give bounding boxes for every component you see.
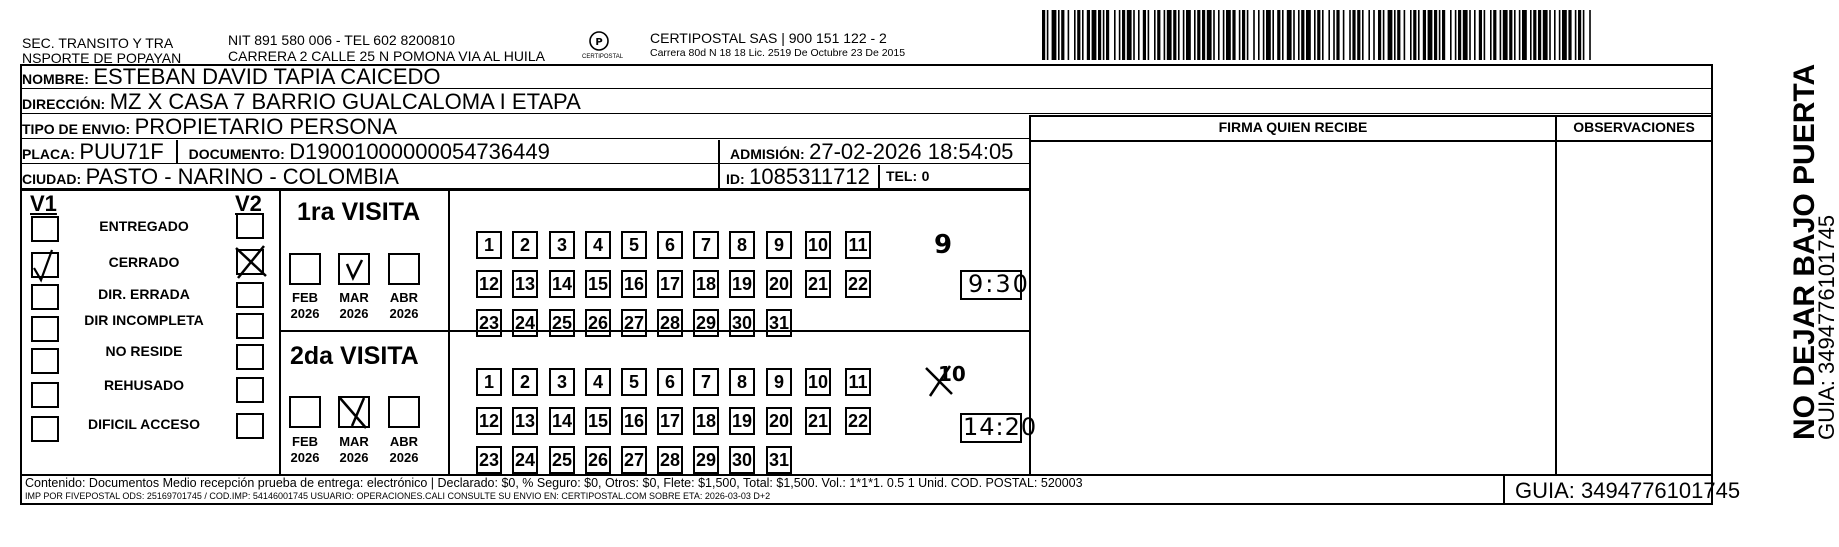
second-visit-day-30[interactable]: 30: [729, 446, 755, 474]
checkbox-v1-entregado[interactable]: [31, 216, 59, 242]
first-visit-day-24[interactable]: 24: [512, 309, 538, 337]
first-visit-day-4[interactable]: 4: [585, 231, 611, 259]
status-dir-incompleta: DIR INCOMPLETA: [84, 312, 204, 328]
status-cerrado: CERRADO: [108, 254, 180, 270]
footer-contenido: Contenido: Documentos Medio recepción prueba de entrega: electrónico | Declarado: $0, % Seguro: $0, Otros: $0, Flete: $1,500, Total: $1,500. Vol.: 1*1*1. 0.5 1 Unid. COD. POSTAL: 520003: [25, 476, 1083, 490]
tel-block: [886, 165, 929, 188]
company-line: CERTIPOSTAL SAS | 900 151 122 - 2: [650, 30, 887, 46]
direccion-value: MZ X CASA 7 BARRIO GUALCALOMA I ETAPA: [109, 89, 581, 114]
first-visit-day-23[interactable]: 23: [476, 309, 502, 337]
checkbox-v1-dir-errada[interactable]: [31, 284, 59, 310]
v1-label: V1: [30, 191, 57, 216]
first-visit-mar-mark-icon: [340, 254, 370, 286]
second-visit-day-19[interactable]: 19: [729, 407, 755, 435]
first-visit-day-26[interactable]: 26: [585, 309, 611, 337]
checkbox-v2-rehusado[interactable]: [236, 377, 264, 403]
direccion-label: DIRECCIÓN:: [22, 96, 106, 112]
status-entregado: ENTREGADO: [99, 218, 189, 234]
first-visit-day-8[interactable]: 8: [729, 231, 755, 259]
admision-block: [730, 140, 1013, 166]
second-visit-feb-checkbox[interactable]: [289, 396, 321, 428]
first-visit-day-12[interactable]: 12: [476, 270, 502, 298]
id-block: [726, 165, 870, 191]
second-visit-day-20[interactable]: 20: [766, 407, 792, 435]
admision-label: ADMISIÓN:: [730, 146, 805, 162]
footer-imp: IMP POR FIVEPOSTAL ODS: 25169701745 / COD.IMP: 54146001745 USUARIO: OPERACIONES.CALI CONSULTE SU ENVIO EN: CERTIPOSTAL.COM SOBRE ETA: 2026-03-03 D+2: [25, 491, 771, 501]
second-visit-month-abr: ABR 2026: [389, 434, 419, 465]
v2-cerrado-cross-icon: [232, 242, 270, 282]
first-visit-abr-checkbox[interactable]: [388, 253, 420, 285]
second-visit-day-6[interactable]: 6: [657, 368, 683, 396]
certipostal-logo-icon: [588, 30, 610, 52]
row-direccion: [22, 90, 1711, 114]
second-visit-mar-cross-icon: [336, 392, 372, 432]
admision-value: 27-02-2026 18:54:05: [809, 139, 1014, 164]
first-visit-day-1[interactable]: 1: [476, 231, 502, 259]
first-visit-month-feb: FEB 2026: [290, 290, 320, 321]
tipo-value: PROPIETARIO PERSONA: [134, 114, 397, 139]
address-line: CARRERA 2 CALLE 25 N POMONA VIA AL HUILA: [228, 48, 545, 64]
second-visit-day-21[interactable]: 21: [805, 407, 831, 435]
side-text-no-dejar: NO DEJAR BAJO PUERTA: [1788, 63, 1821, 440]
first-visit-day-20[interactable]: 20: [766, 270, 792, 298]
second-visit-day-16[interactable]: 16: [621, 407, 647, 435]
first-visit-day-10[interactable]: 10: [805, 231, 831, 259]
first-visit-day-28[interactable]: 28: [657, 309, 683, 337]
first-visit-day-2[interactable]: 2: [512, 231, 538, 259]
second-visit-month-mar: MAR 2026: [339, 434, 369, 465]
second-visit-day-5[interactable]: 5: [621, 368, 647, 396]
checkbox-v2-dir-errada[interactable]: [236, 282, 264, 308]
second-visit-day-28[interactable]: 28: [657, 446, 683, 474]
sender-line-2: NSPORTE DE POPAYAN: [22, 50, 182, 66]
firma-header: FIRMA QUIEN RECIBE: [1218, 119, 1368, 135]
documento-label: DOCUMENTO:: [188, 146, 285, 162]
second-visit-day-15[interactable]: 15: [585, 407, 611, 435]
first-visit-day-29[interactable]: 29: [693, 309, 719, 337]
frame-bottom: [20, 503, 1713, 505]
v2-label: V2: [235, 191, 262, 216]
first-visit-title: 1ra VISITA: [297, 198, 421, 226]
first-visit-day-25[interactable]: 25: [549, 309, 575, 337]
first-visit-month-mar: MAR 2026: [339, 290, 369, 321]
sender-line-1: SEC. TRANSITO Y TRA: [22, 35, 174, 51]
second-visit-day-4[interactable]: 4: [585, 368, 611, 396]
first-visit-time: 9:30: [968, 270, 1030, 298]
license-line: Carrera 80d N 18 18 Lic. 2519 De Octubre 23 De 2015: [650, 47, 906, 59]
second-visit-time: 14:20: [963, 413, 1038, 441]
checkbox-v1-rehusado[interactable]: [31, 382, 59, 408]
ciudad-label: CIUDAD:: [22, 171, 82, 187]
second-visit-day-10[interactable]: 10: [805, 368, 831, 396]
first-visit-day-6[interactable]: 6: [657, 231, 683, 259]
second-visit-day-mark: 10: [938, 362, 966, 386]
tel-value: 0: [921, 168, 930, 184]
checkbox-v2-dir-incompleta[interactable]: [236, 313, 264, 339]
checkbox-v2-dificil-acceso[interactable]: [236, 413, 264, 439]
first-visit-day-19[interactable]: 19: [729, 270, 755, 298]
placa-label: PLACA:: [22, 146, 75, 162]
first-visit-day-18[interactable]: 18: [693, 270, 719, 298]
side-text-guia: GUIA: 3494776101745: [1814, 214, 1839, 440]
signature-top-line: [1031, 115, 1711, 117]
row-nombre: [22, 65, 1711, 89]
first-visit-month-abr: ABR 2026: [389, 290, 419, 321]
observaciones-header: OBSERVACIONES: [1573, 119, 1695, 135]
documento-value: D19001000000054736449: [289, 139, 550, 164]
svg-text:P: P: [595, 37, 603, 48]
checkbox-v2-entregado[interactable]: [236, 213, 264, 239]
id-label: ID:: [726, 171, 745, 187]
second-visit-day-14[interactable]: 14: [549, 407, 575, 435]
first-visit-day-9[interactable]: 9: [766, 231, 792, 259]
status-dificil-acceso: DIFICIL ACCESO: [87, 416, 200, 432]
first-visit-day-16[interactable]: 16: [621, 270, 647, 298]
tipo-label: TIPO DE ENVIO:: [22, 121, 131, 137]
nombre-value: ESTEBAN DAVID TAPIA CAICEDO: [93, 64, 441, 89]
second-visit-day-18[interactable]: 18: [693, 407, 719, 435]
first-visit-day-21[interactable]: 21: [805, 270, 831, 298]
checkbox-v1-dir-incompleta[interactable]: [31, 316, 59, 342]
signature-area[interactable]: [1040, 142, 1550, 472]
barcode: [1042, 10, 1590, 60]
second-visit-day-25[interactable]: 25: [549, 446, 575, 474]
tel-label: TEL:: [886, 168, 918, 184]
first-visit-day-14[interactable]: 14: [549, 270, 575, 298]
first-visit-day-31[interactable]: 31: [766, 309, 792, 337]
second-visit-day-26[interactable]: 26: [585, 446, 611, 474]
second-visit-title: 2da VISITA: [290, 342, 419, 370]
logo-text: CERTIPOSTAL: [582, 54, 624, 60]
second-visit-day-11[interactable]: 11: [845, 368, 871, 396]
second-visit-day-24[interactable]: 24: [512, 446, 538, 474]
checkbox-v1-no-reside[interactable]: [31, 348, 59, 374]
id-value: 1085311712: [749, 164, 870, 189]
footer-divider: [1503, 474, 1505, 505]
divider-visits: [281, 330, 1030, 332]
first-visit-day-17[interactable]: 17: [657, 270, 683, 298]
checkbox-v2-no-reside[interactable]: [236, 344, 264, 370]
second-visit-day-13[interactable]: 13: [512, 407, 538, 435]
first-visit-day-5[interactable]: 5: [621, 231, 647, 259]
second-visit-day-9[interactable]: 9: [766, 368, 792, 396]
second-visit-day-17[interactable]: 17: [657, 407, 683, 435]
second-visit-day-3[interactable]: 3: [549, 368, 575, 396]
observations-area[interactable]: [1560, 142, 1708, 472]
nombre-label: NOMBRE:: [22, 71, 89, 87]
divider-observaciones: [1555, 115, 1557, 474]
placa-value: PUU71F: [79, 139, 164, 164]
checkbox-v1-dificil-acceso[interactable]: [31, 416, 59, 442]
status-dir-errada: DIR. ERRADA: [98, 286, 190, 302]
first-visit-day-3[interactable]: 3: [549, 231, 575, 259]
frame-right: [1711, 64, 1713, 505]
second-visit-month-feb: FEB 2026: [290, 434, 320, 465]
status-no-reside: NO RESIDE: [105, 343, 183, 359]
first-visit-day-27[interactable]: 27: [621, 309, 647, 337]
second-visit-day-22[interactable]: 22: [845, 407, 871, 435]
first-visit-day-mark: 9: [934, 230, 953, 260]
first-visit-feb-checkbox[interactable]: [289, 253, 321, 285]
second-visit-day-1[interactable]: 1: [476, 368, 502, 396]
divider-tel: [878, 165, 880, 189]
v1-cerrado-checkmark-icon: [28, 246, 64, 286]
first-visit-day-7[interactable]: 7: [693, 231, 719, 259]
nit-line: NIT 891 580 006 - TEL 602 8200810: [228, 32, 456, 48]
status-rehusado: REHUSADO: [103, 377, 185, 393]
ciudad-value: PASTO - NARINO - COLOMBIA: [85, 164, 399, 189]
first-visit-day-15[interactable]: 15: [585, 270, 611, 298]
second-visit-day-7[interactable]: 7: [693, 368, 719, 396]
second-visit-day-8[interactable]: 8: [729, 368, 755, 396]
first-visit-day-30[interactable]: 30: [729, 309, 755, 337]
second-visit-abr-checkbox[interactable]: [388, 396, 420, 428]
row-tipo: [22, 115, 1030, 139]
first-visit-day-11[interactable]: 11: [845, 231, 871, 259]
second-visit-day-27[interactable]: 27: [621, 446, 647, 474]
first-visit-day-22[interactable]: 22: [845, 270, 871, 298]
second-visit-day-31[interactable]: 31: [766, 446, 792, 474]
status-top-line: [20, 189, 1031, 191]
second-visit-day-2[interactable]: 2: [512, 368, 538, 396]
second-visit-day-29[interactable]: 29: [693, 446, 719, 474]
first-visit-day-13[interactable]: 13: [512, 270, 538, 298]
second-visit-day-23[interactable]: 23: [476, 446, 502, 474]
footer-guia: GUIA: 3494776101745: [1515, 478, 1741, 503]
second-visit-day-12[interactable]: 12: [476, 407, 502, 435]
